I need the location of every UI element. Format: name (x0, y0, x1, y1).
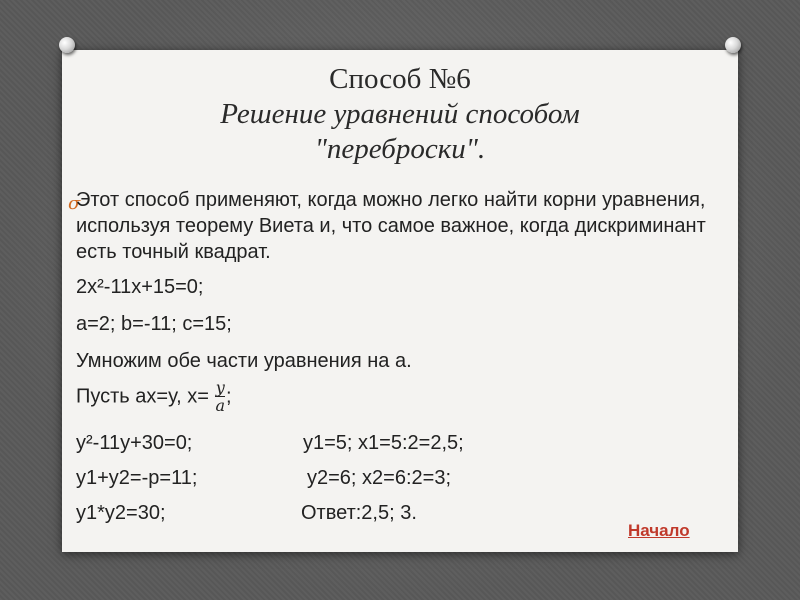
answer-line: Ответ:2,5; 3. (301, 502, 417, 524)
substitution-prefix: Пусть ах=у, х= (76, 385, 209, 408)
row3-left: у1*у2=30; (76, 502, 166, 524)
row2-left: у1+у2=-р=11; (76, 467, 198, 489)
row1-left: у²-11у+30=0; (76, 432, 193, 454)
title-line-2: Решение уравнений способом (220, 98, 580, 130)
intro-text: Этот способ применяют, когда можно легко найти корни уравнения, используя теорему Виета и, что самое важное, когда дискриминант есть точный квадрат. (76, 189, 706, 263)
fraction-y-over-a (215, 380, 225, 414)
bullet-icon: σ (68, 193, 81, 214)
title-line-1: Способ №6 (329, 63, 471, 95)
multiply-line: Умножим обе части уравнения на а. (76, 350, 412, 372)
pushpin-left-icon (59, 37, 75, 53)
row1-right: у1=5; х1=5:2=2,5; (303, 432, 464, 454)
row2-right: у2=6; х2=6:2=3; (307, 467, 452, 489)
substitution-line (76, 380, 232, 414)
fraction-numerator: y (215, 378, 225, 397)
equation-line: 2x²-11x+15=0; (76, 276, 204, 298)
substitution-suffix: ; (226, 385, 232, 408)
home-link[interactable]: Начало (628, 521, 690, 540)
coefficients-line: a=2; b=-11; c=15; (76, 313, 232, 335)
title-line-3: "переброски". (314, 133, 486, 165)
slide-title (62, 62, 738, 167)
pushpin-right-icon (725, 37, 741, 53)
fraction-denominator: a (215, 396, 225, 415)
